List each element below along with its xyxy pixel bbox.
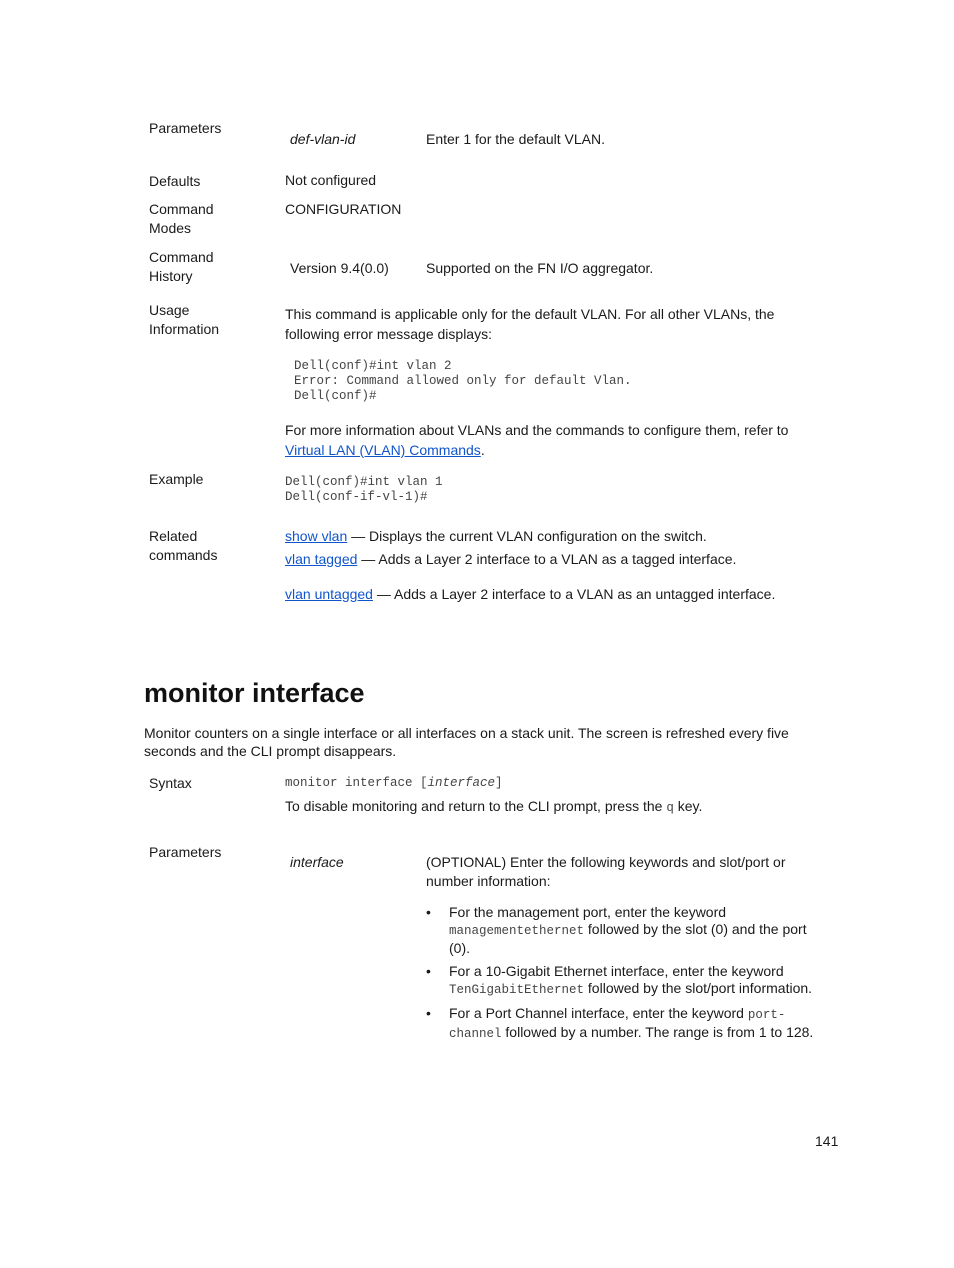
param-desc-def-vlan-id: Enter 1 for the default VLAN. (426, 131, 605, 147)
command-modes-value: CONFIGURATION (285, 201, 402, 217)
example-code-block: Dell(conf)#int vlan 1 Dell(conf-if-vl-1)# (285, 475, 443, 504)
usage-information-label: Usage Information (149, 302, 220, 337)
show-vlan-link[interactable]: show vlan (285, 528, 348, 544)
parameters-label: Parameters (149, 120, 222, 136)
param-desc-interface: (OPTIONAL) Enter the following keywords and slot/port or number information: (426, 854, 786, 889)
history-desc: Supported on the FN I/O aggregator. (426, 260, 654, 276)
more-info-text: For more information about VLANs and the commands to configure them, refer to Virtual LAN (VLAN) Commands. (285, 422, 789, 458)
section-intro: Monitor counters on a single interface or all interfaces on a stack unit. The screen is refreshed every five seconds and the CLI prompt disappears. (144, 725, 789, 759)
list-item: • For a Port Channel interface, enter the keyword port-channel followed by a number. The range is from 1 to 128. (426, 1005, 826, 1043)
related-item: vlan tagged — Adds a Layer 2 interface to a VLAN as a tagged interface. (285, 551, 737, 567)
interface-options-list (426, 904, 826, 1049)
related-commands-label: Related commands (149, 528, 218, 563)
vlan-commands-link[interactable]: Virtual LAN (VLAN) Commands (285, 442, 481, 458)
defaults-label: Defaults (149, 173, 201, 189)
command-modes-label: Command Modes (149, 201, 214, 236)
section-title: monitor interface (144, 678, 365, 708)
example-label: Example (149, 471, 204, 487)
list-item: • For the management port, enter the keyword managementethernet followed by the slot (0) and the port (0). (426, 904, 826, 957)
syntax-command: monitor interface [interface] (285, 776, 503, 790)
syntax-note: To disable monitoring and return to the CLI prompt, press the q key. (285, 798, 703, 815)
vlan-tagged-link[interactable]: vlan tagged (285, 551, 358, 567)
related-item: show vlan — Displays the current VLAN configuration on the switch. (285, 528, 707, 544)
param-name-def-vlan-id: def-vlan-id (290, 131, 356, 147)
related-item: vlan untagged — Adds a Layer 2 interface to a VLAN as an untagged interface. (285, 586, 776, 602)
defaults-value: Not configured (285, 172, 377, 188)
command-history-label: Command History (149, 249, 214, 284)
vlan-untagged-link[interactable]: vlan untagged (285, 586, 373, 602)
syntax-label: Syntax (149, 775, 192, 791)
history-version: Version 9.4(0.0) (290, 260, 389, 276)
parameters-label-2: Parameters (149, 844, 222, 860)
page-number: 141 (815, 1133, 839, 1149)
list-item: • For a 10-Gigabit Ethernet interface, enter the keyword TenGigabitEthernet followed by the slot/port information. (426, 963, 826, 999)
error-code-block: Dell(conf)#int vlan 2 Error: Command allowed only for default Vlan. Dell(conf)# (294, 359, 632, 403)
usage-text: This command is applicable only for the default VLAN. For all other VLANs, the following error message displays: (285, 306, 775, 342)
param-name-interface: interface (290, 854, 344, 870)
